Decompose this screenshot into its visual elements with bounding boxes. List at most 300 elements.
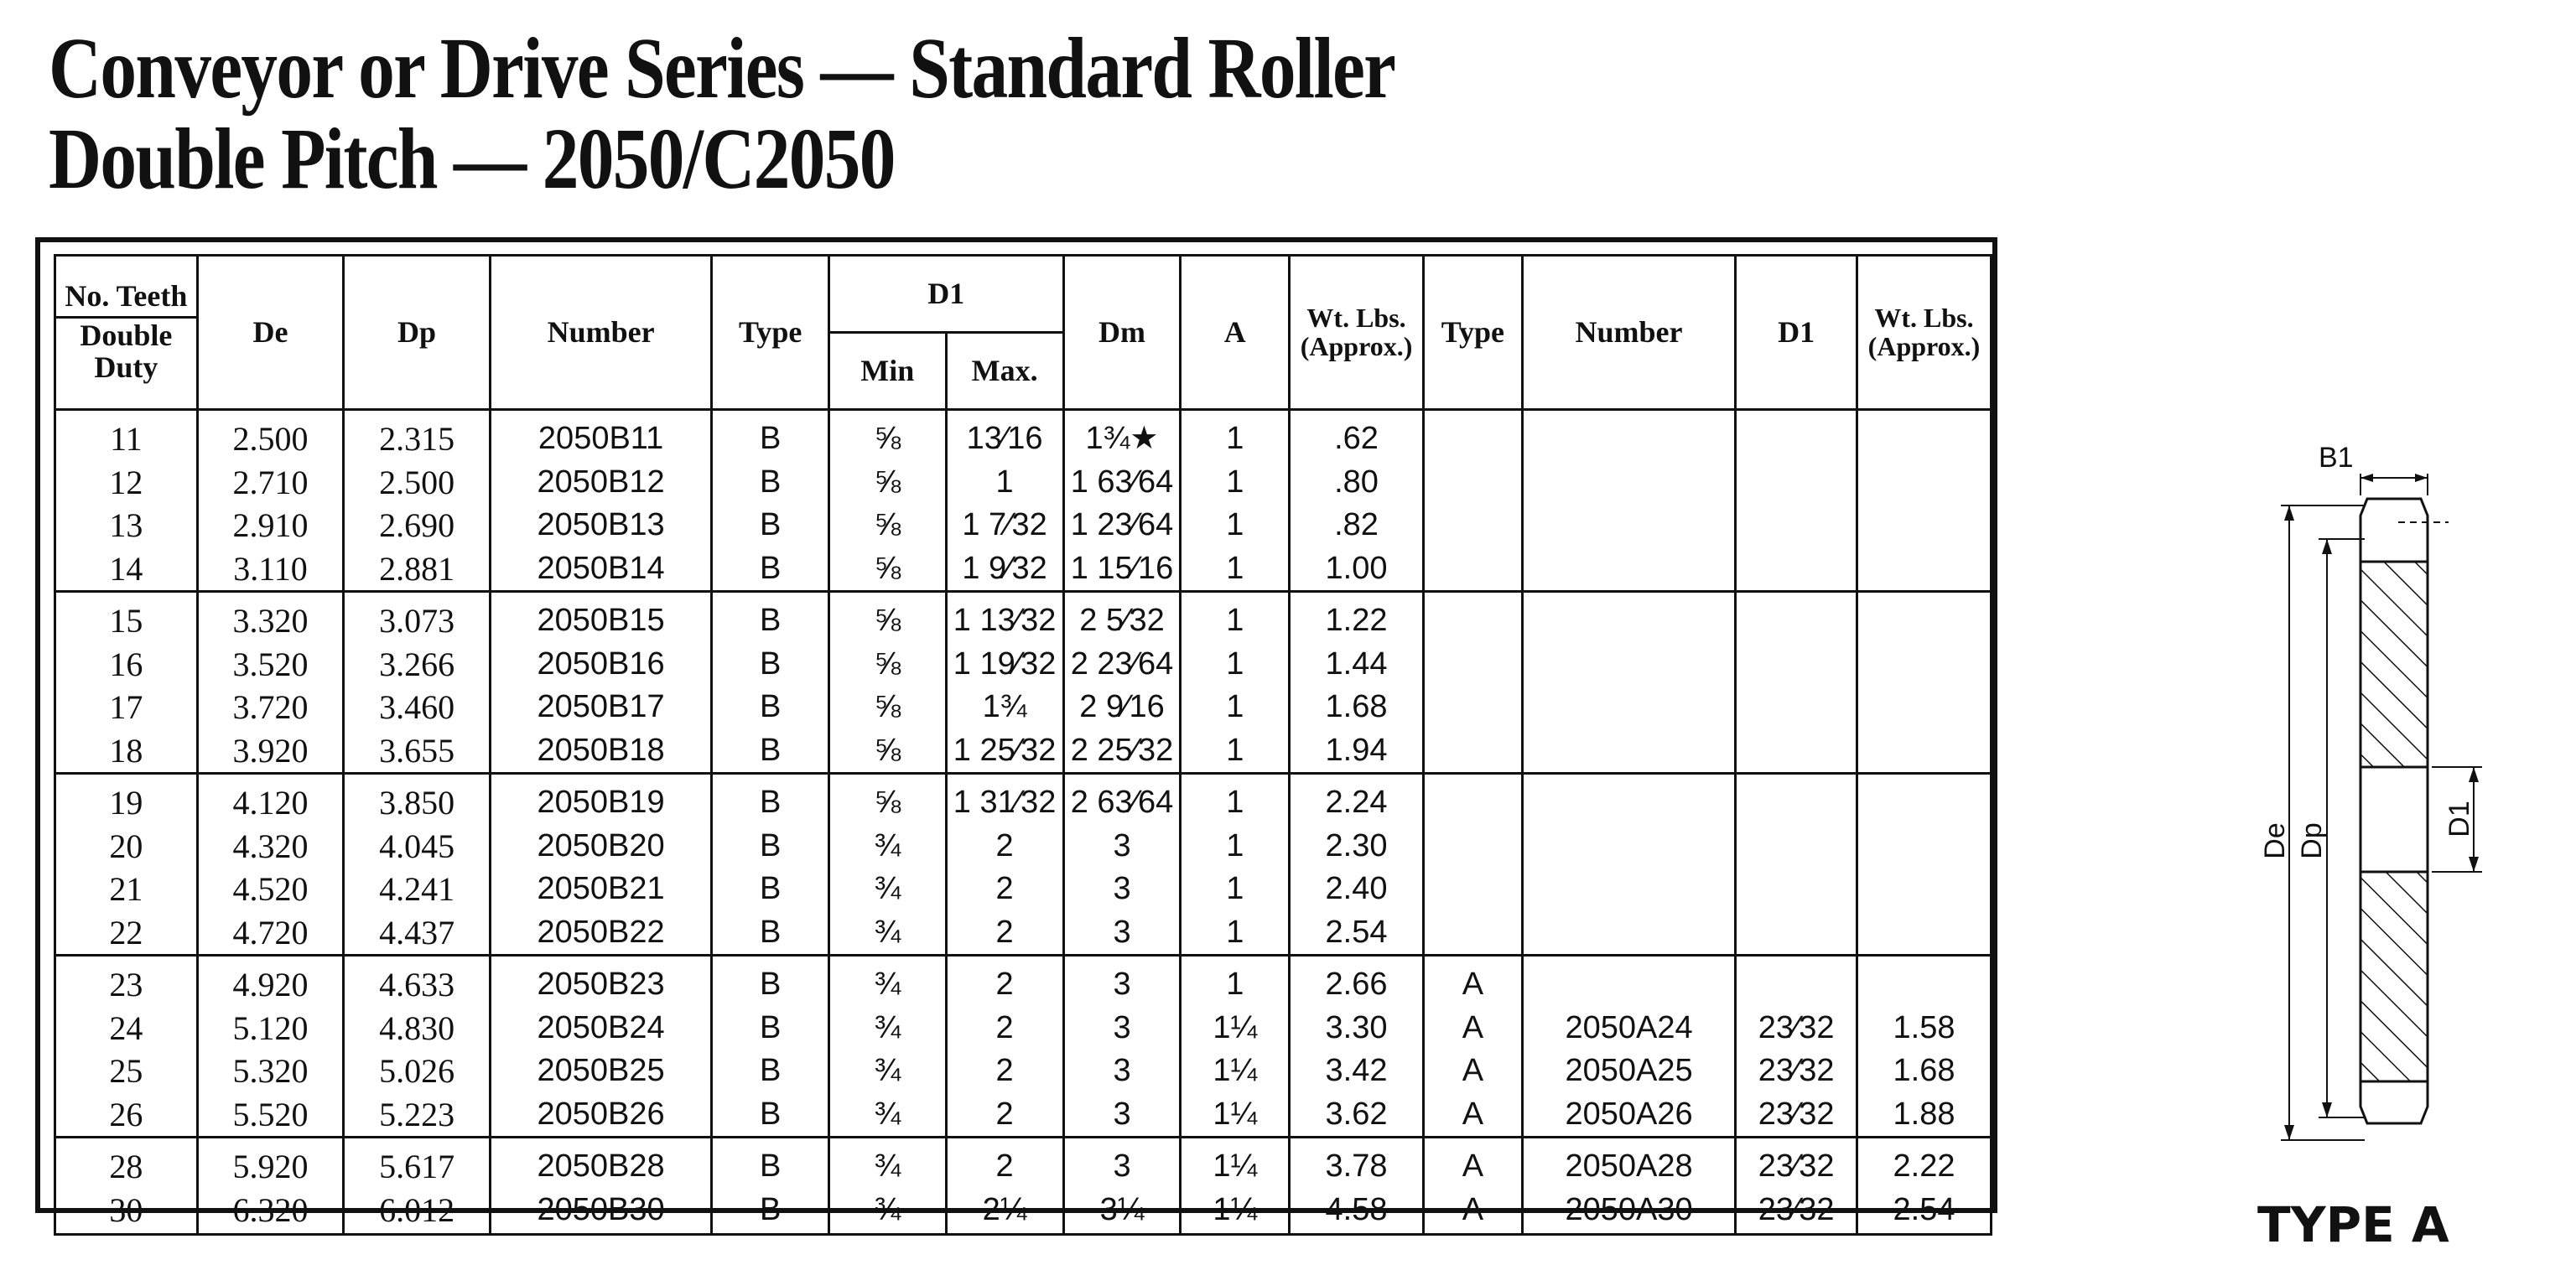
a-value: 1 — [1226, 507, 1244, 542]
part-number-a-cell — [1522, 410, 1736, 592]
d1-min-value: ⅝ — [874, 421, 901, 456]
teeth-header — [55, 256, 198, 410]
weight-a-header: Wt. Lbs. (Approx.) — [1857, 256, 1992, 410]
a-value: 1 — [1226, 464, 1244, 500]
de-value: 5.520 — [232, 1095, 309, 1133]
weight-value: 3.30 — [1325, 1009, 1388, 1045]
d1-a-value-cell — [1736, 956, 1857, 1138]
dm-value: 3 — [1113, 967, 1131, 1002]
d1-min-value: ⅝ — [874, 645, 901, 682]
part-number: 2050B13 — [537, 507, 665, 542]
number-header: Number — [490, 256, 711, 410]
teeth-value: 26 — [109, 1095, 143, 1133]
de-value-cell — [197, 410, 344, 592]
weight-value-cell — [1290, 1138, 1424, 1235]
dm-value: 3 — [1113, 1053, 1131, 1088]
a-value: 1 — [1226, 421, 1244, 456]
weight-a-value: 2.22 — [1893, 1148, 1955, 1184]
d1-a-header: D1 — [1736, 256, 1857, 410]
teeth-value: 28 — [109, 1148, 143, 1185]
type-value-cell — [712, 592, 829, 774]
d1-max-value: 2¼ — [982, 1191, 1027, 1227]
de-value: 4.120 — [232, 784, 309, 822]
double-duty-label: Double Duty — [80, 319, 173, 384]
teeth-value-cell — [55, 956, 198, 1138]
d1-min-value: ¾ — [874, 914, 901, 950]
weight-value: 1.94 — [1325, 732, 1388, 768]
dp-value: 2.881 — [379, 549, 455, 588]
no-teeth-label: No. Teeth — [56, 281, 196, 319]
dm-value: 2 9⁄16 — [1079, 689, 1165, 724]
a-header: A — [1181, 256, 1290, 410]
d1-max-value-cell — [946, 1138, 1063, 1235]
type-value: B — [759, 603, 782, 638]
d1-a-value-cell — [1736, 774, 1857, 956]
type-header: Type — [712, 256, 829, 410]
dm-value: 3¼ — [1099, 1191, 1145, 1227]
a-value-cell — [1181, 592, 1290, 774]
table-row-group — [55, 1138, 1992, 1235]
type-value: B — [759, 827, 782, 863]
part-number-cell — [490, 956, 711, 1138]
dm-value: 3 — [1113, 914, 1131, 950]
d1-max-value: 1 9⁄32 — [962, 550, 1047, 586]
dm-value: 2 23⁄64 — [1070, 645, 1174, 682]
table-row-group — [55, 592, 1992, 774]
a-value: 1¼ — [1213, 1096, 1258, 1132]
d1-a-value: 23⁄32 — [1758, 1053, 1835, 1088]
part-number: 2050B22 — [537, 914, 665, 950]
a-value-cell — [1181, 1138, 1290, 1235]
d1-min-value-cell — [829, 410, 947, 592]
d1-min-value-cell — [829, 956, 947, 1138]
dp-value: 2.500 — [379, 463, 455, 501]
type-a-value: A — [1462, 967, 1484, 1002]
de-value: 2.500 — [232, 420, 309, 458]
d1-header: D1 — [829, 256, 1064, 333]
dm-value-cell — [1063, 592, 1181, 774]
a-value: 1¼ — [1213, 1009, 1258, 1045]
d1-max-value: 1¾ — [982, 689, 1027, 724]
weight-value-cell — [1290, 592, 1424, 774]
dm-value: 3 — [1113, 871, 1131, 906]
dp-value-cell — [344, 1138, 491, 1235]
a-value: 1 — [1226, 967, 1244, 1002]
d1-max-value-cell — [946, 410, 1063, 592]
de-value: 5.120 — [232, 1008, 309, 1047]
type-value: B — [759, 1096, 782, 1132]
a-value-cell — [1181, 410, 1290, 592]
page-title: Conveyor or Drive Series — Standard Roller — [49, 20, 1395, 117]
part-number-a-cell — [1522, 592, 1736, 774]
d1-min-value: ¾ — [874, 871, 901, 906]
page-subtitle: Double Pitch — 2050/C2050 — [49, 111, 895, 207]
dp-value: 3.850 — [379, 784, 455, 822]
d1-max-value: 2 — [995, 1096, 1014, 1132]
d1-min-value: ¾ — [874, 1053, 901, 1088]
dp-value: 3.655 — [379, 731, 455, 770]
d1-a-value-cell — [1736, 1138, 1857, 1235]
dm-header: Dm — [1063, 256, 1181, 410]
dm-value: 1¾★ — [1085, 421, 1159, 456]
part-number-a-cell — [1522, 774, 1736, 956]
d1-max-value-cell — [946, 774, 1063, 956]
weight-value: .62 — [1334, 421, 1379, 456]
dp-value: 3.460 — [379, 688, 455, 726]
de-value: 3.520 — [232, 645, 309, 683]
type-value: B — [759, 464, 782, 500]
type-a-value: A — [1462, 1096, 1484, 1132]
d1-max-value: 2 — [995, 1053, 1014, 1088]
de-value: 4.320 — [232, 827, 309, 865]
dp-label: Dp — [2296, 822, 2328, 859]
weight-value: 1.44 — [1325, 645, 1388, 682]
a-value-cell — [1181, 956, 1290, 1138]
part-number: 2050B14 — [537, 550, 665, 586]
d1-a-value-cell — [1736, 592, 1857, 774]
d1-min-value: ¾ — [874, 967, 901, 1002]
dm-value: 3 — [1113, 827, 1131, 863]
type-a-value: A — [1462, 1009, 1484, 1045]
table-row-group — [55, 410, 1992, 592]
type-a-value-cell — [1423, 774, 1522, 956]
a-value: 1¼ — [1213, 1053, 1258, 1088]
type-value: B — [759, 1148, 782, 1184]
dm-value-cell — [1063, 1138, 1181, 1235]
number-a-header: Number — [1522, 256, 1736, 410]
de-value: 5.920 — [232, 1148, 309, 1185]
de-header: De — [197, 256, 344, 410]
dp-value-cell — [344, 774, 491, 956]
a-value: 1 — [1226, 645, 1244, 682]
teeth-value: 11 — [110, 420, 143, 458]
d1-max-value: 2 — [995, 827, 1014, 863]
d1-max-value: 1 25⁄32 — [953, 732, 1057, 768]
a-value: 1¼ — [1213, 1191, 1258, 1227]
d1-max-value: 1 13⁄32 — [953, 603, 1057, 638]
type-value: B — [759, 689, 782, 724]
de-value: 4.920 — [232, 966, 309, 1003]
hub-section-bottom — [2360, 872, 2428, 1081]
weight-value: 1.00 — [1325, 550, 1388, 586]
dm-value-cell — [1063, 410, 1181, 592]
weight-a-value-cell — [1857, 956, 1992, 1138]
dp-value: 4.241 — [379, 870, 455, 908]
weight-value: .80 — [1334, 464, 1379, 500]
type-value: B — [759, 421, 782, 456]
type-a-header: Type — [1423, 256, 1522, 410]
dp-value: 4.830 — [379, 1008, 455, 1047]
weight-value: 3.78 — [1325, 1148, 1388, 1184]
teeth-value-cell — [55, 592, 198, 774]
dm-value: 2 63⁄64 — [1070, 785, 1174, 820]
teeth-value: 19 — [109, 784, 143, 822]
spec-table-frame — [35, 237, 1997, 1229]
d1-max-value: 2 — [995, 967, 1014, 1002]
weight-value: 2.24 — [1325, 785, 1388, 820]
d1-max-value-cell — [946, 956, 1063, 1138]
teeth-value: 14 — [109, 549, 143, 588]
d1-min-value: ¾ — [874, 827, 901, 863]
part-number: 2050B18 — [537, 732, 665, 768]
d1-max-value: 2 — [995, 1148, 1014, 1184]
d1-a-value: 23⁄32 — [1758, 1096, 1835, 1132]
de-value: 4.520 — [232, 870, 309, 908]
dp-value: 3.073 — [379, 602, 455, 640]
part-number-cell — [490, 774, 711, 956]
part-number-a: 2050A30 — [1565, 1191, 1693, 1227]
a-value: 1 — [1226, 827, 1244, 863]
d1-a-value-cell — [1736, 410, 1857, 592]
d1-min-value: ¾ — [874, 1191, 901, 1227]
dp-value: 2.315 — [379, 420, 455, 458]
part-number: 2050B23 — [537, 967, 665, 1002]
a-value: 1 — [1226, 914, 1244, 950]
de-value: 3.110 — [233, 549, 308, 588]
weight-value: 2.54 — [1325, 914, 1388, 950]
type-value: B — [759, 732, 782, 768]
d1-min-value-cell — [829, 592, 947, 774]
weight-header: Wt. Lbs. (Approx.) — [1290, 256, 1424, 410]
type-value: B — [759, 967, 782, 1002]
teeth-value: 25 — [109, 1052, 143, 1090]
teeth-value-cell — [55, 410, 198, 592]
part-number-a: 2050A24 — [1565, 1009, 1693, 1045]
weight-a-value: 1.68 — [1893, 1053, 1955, 1088]
weight-value: 1.68 — [1325, 689, 1388, 724]
dp-value: 5.026 — [379, 1052, 455, 1090]
table-row-group — [55, 774, 1992, 956]
de-value: 6.320 — [232, 1190, 309, 1229]
part-number-cell — [490, 410, 711, 592]
teeth-value: 16 — [109, 645, 143, 683]
a-value: 1 — [1226, 785, 1244, 820]
weight-a-value-cell — [1857, 1138, 1992, 1235]
type-a-sprocket-diagram — [2231, 440, 2549, 1178]
part-number-cell — [490, 592, 711, 774]
a-value: 1 — [1226, 871, 1244, 906]
dm-value: 3 — [1113, 1096, 1131, 1132]
type-value: B — [759, 1053, 782, 1088]
weight-a-value — [1858, 963, 1990, 1007]
a-value: 1¼ — [1213, 1148, 1258, 1184]
part-number-a-cell — [1522, 956, 1736, 1138]
dm-value: 1 15⁄16 — [1070, 550, 1174, 586]
part-number: 2050B28 — [537, 1148, 665, 1184]
dp-value: 4.437 — [379, 913, 455, 951]
dp-value: 6.012 — [379, 1190, 455, 1229]
weight-value: 1.22 — [1325, 603, 1388, 638]
d1-a-value: 23⁄32 — [1758, 1148, 1835, 1184]
a-value-cell — [1181, 774, 1290, 956]
weight-value-cell — [1290, 774, 1424, 956]
d1-min-value: ¾ — [874, 1096, 901, 1132]
type-a-value-cell — [1423, 1138, 1522, 1235]
type-value-cell — [712, 956, 829, 1138]
sprocket-body — [2360, 499, 2428, 1123]
dm-value-cell — [1063, 774, 1181, 956]
part-number: 2050B16 — [537, 645, 665, 682]
d1-label: D1 — [2444, 801, 2475, 837]
weight-value: 2.66 — [1325, 967, 1388, 1002]
d1-max-value: 2 — [995, 871, 1014, 906]
weight-value-cell — [1290, 956, 1424, 1138]
part-number: 2050B20 — [537, 827, 665, 863]
teeth-value: 22 — [109, 913, 143, 951]
part-number-a — [1524, 963, 1735, 1007]
weight-a-value-cell — [1857, 774, 1992, 956]
de-value: 5.320 — [232, 1052, 309, 1090]
weight-value-cell — [1290, 410, 1424, 592]
type-value-cell — [712, 1138, 829, 1235]
de-value: 4.720 — [232, 913, 309, 951]
part-number-a: 2050A28 — [1565, 1148, 1693, 1184]
weight-value: 2.40 — [1325, 871, 1388, 906]
teeth-value: 21 — [109, 870, 143, 908]
d1-min-value: ⅝ — [874, 464, 901, 500]
dm-value: 3 — [1113, 1148, 1131, 1184]
type-value: B — [759, 1191, 782, 1227]
d1-max-value: 1 7⁄32 — [962, 507, 1047, 542]
dm-value: 2 5⁄32 — [1079, 603, 1165, 638]
d1-a-value: 23⁄32 — [1758, 1009, 1835, 1045]
de-value-cell — [197, 592, 344, 774]
d1-max-value: 1 31⁄32 — [953, 785, 1057, 820]
dm-value: 1 23⁄64 — [1070, 507, 1174, 542]
dp-value-cell — [344, 410, 491, 592]
d1-min-value: ⅝ — [874, 550, 901, 586]
weight-a-value-cell — [1857, 592, 1992, 774]
dm-value-cell — [1063, 956, 1181, 1138]
weight-a-value: 1.88 — [1893, 1096, 1955, 1132]
part-number-a: 2050A25 — [1565, 1053, 1693, 1088]
d1-min-value: ¾ — [874, 1148, 901, 1184]
de-value-cell — [197, 956, 344, 1138]
weight-value: 4.58 — [1325, 1191, 1388, 1227]
weight-a-value: 2.54 — [1893, 1191, 1955, 1227]
dp-value: 3.266 — [379, 645, 455, 683]
b1-label: B1 — [2319, 442, 2354, 474]
table-row-group — [55, 956, 1992, 1138]
a-value: 1 — [1226, 603, 1244, 638]
weight-value: .82 — [1334, 507, 1379, 542]
weight-a-value-cell — [1857, 410, 1992, 592]
d1-max-value: 13⁄16 — [966, 421, 1043, 456]
d1-min-value: ⅝ — [874, 732, 901, 768]
d1-min-value-cell — [829, 1138, 947, 1235]
d1-min-value: ⅝ — [874, 603, 901, 638]
part-number-a: 2050A26 — [1565, 1096, 1693, 1132]
dp-value-cell — [344, 956, 491, 1138]
dp-value: 4.045 — [379, 827, 455, 865]
dm-value: 3 — [1113, 1009, 1131, 1045]
teeth-value: 23 — [109, 966, 143, 1003]
dp-header: Dp — [344, 256, 491, 410]
d1-min-value: ⅝ — [874, 507, 901, 542]
type-value: B — [759, 507, 782, 542]
part-number: 2050B21 — [537, 871, 665, 906]
type-a-value-cell — [1423, 956, 1522, 1138]
teeth-value: 20 — [109, 827, 143, 865]
part-number-a-cell — [1522, 1138, 1736, 1235]
dp-value: 5.617 — [379, 1148, 455, 1185]
a-value: 1 — [1226, 550, 1244, 586]
weight-value: 3.42 — [1325, 1053, 1388, 1088]
d1-max-value: 1 — [995, 464, 1014, 500]
teeth-value-cell — [55, 774, 198, 956]
sprocket-spec-table — [54, 254, 1992, 1236]
d1-a-value — [1737, 963, 1856, 1007]
d1-min-value: ¾ — [874, 1009, 901, 1045]
teeth-value: 17 — [109, 688, 143, 726]
type-value: B — [759, 550, 782, 586]
dp-value-cell — [344, 592, 491, 774]
part-number: 2050B12 — [537, 464, 665, 500]
a-value: 1 — [1226, 689, 1244, 724]
d1-max-value: 1 19⁄32 — [953, 645, 1057, 682]
type-a-value-cell — [1423, 592, 1522, 774]
teeth-value-cell — [55, 1138, 198, 1235]
type-a-value: A — [1462, 1053, 1484, 1088]
de-value-cell — [197, 1138, 344, 1235]
d1-max-value: 2 — [995, 1009, 1014, 1045]
d1-max-header: Max. — [946, 333, 1063, 410]
weight-value: 2.30 — [1325, 827, 1388, 863]
type-value-cell — [712, 774, 829, 956]
hub-section-top — [2360, 562, 2428, 767]
de-value: 2.910 — [232, 506, 309, 544]
d1-min-value: ⅝ — [874, 785, 901, 820]
dm-value: 1 63⁄64 — [1070, 464, 1174, 500]
part-number: 2050B26 — [537, 1096, 665, 1132]
teeth-value: 18 — [109, 731, 143, 770]
d1-min-value-cell — [829, 774, 947, 956]
type-a-value-cell — [1423, 410, 1522, 592]
part-number: 2050B15 — [537, 603, 665, 638]
dp-value: 5.223 — [379, 1095, 455, 1133]
de-value: 3.320 — [232, 602, 309, 640]
type-value: B — [759, 645, 782, 682]
weight-value: 3.62 — [1325, 1096, 1388, 1132]
part-number-cell — [490, 1138, 711, 1235]
teeth-value: 15 — [109, 602, 143, 640]
part-number: 2050B25 — [537, 1053, 665, 1088]
type-value: B — [759, 914, 782, 950]
teeth-value: 12 — [109, 463, 143, 501]
type-a-caption: TYPE A — [2257, 1196, 2449, 1253]
teeth-value: 13 — [109, 506, 143, 544]
d1-min-header: Min — [829, 333, 947, 410]
de-label: De — [2259, 822, 2291, 859]
teeth-value: 30 — [109, 1190, 143, 1229]
d1-max-value: 2 — [995, 914, 1014, 950]
d1-min-value: ⅝ — [874, 689, 901, 724]
part-number: 2050B11 — [538, 421, 664, 456]
type-value: B — [759, 871, 782, 906]
weight-a-value: 1.58 — [1893, 1009, 1955, 1045]
type-value: B — [759, 785, 782, 820]
de-value: 3.720 — [232, 688, 309, 726]
dp-value: 4.633 — [379, 966, 455, 1003]
type-a-value: A — [1462, 1148, 1484, 1184]
type-a-value: A — [1462, 1191, 1484, 1227]
teeth-value: 24 — [109, 1008, 143, 1047]
de-value-cell — [197, 774, 344, 956]
dm-value: 2 25⁄32 — [1070, 732, 1174, 768]
part-number: 2050B19 — [537, 785, 665, 820]
part-number: 2050B17 — [537, 689, 665, 724]
part-number: 2050B30 — [537, 1191, 665, 1227]
